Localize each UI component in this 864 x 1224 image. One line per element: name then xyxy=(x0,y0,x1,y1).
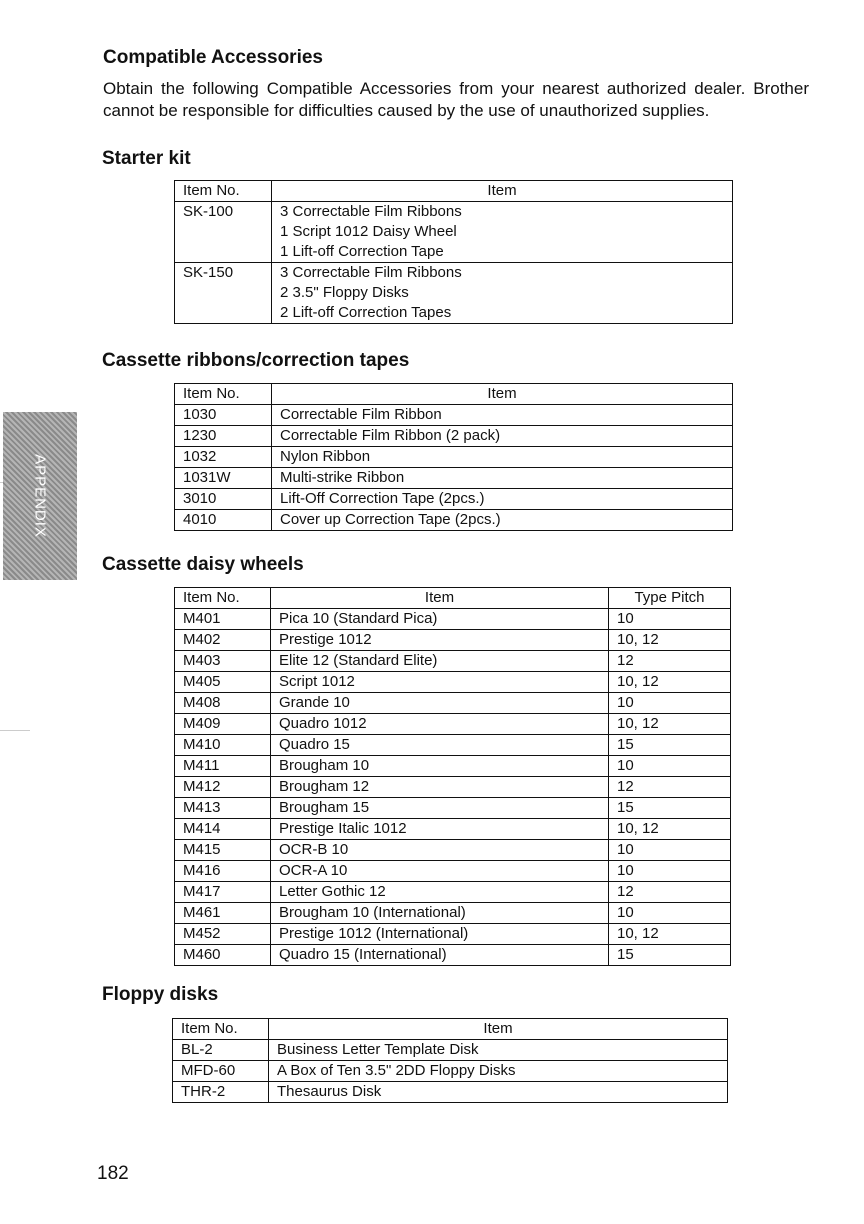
item-no-cell: M409 xyxy=(175,714,271,735)
item-cell: Prestige 1012 xyxy=(271,630,609,651)
item-no-cell: SK-150 xyxy=(175,263,272,324)
item-line: 2 3.5" Floppy Disks xyxy=(280,284,409,301)
item-line: 1 Script 1012 Daisy Wheel xyxy=(280,223,457,240)
type-pitch-cell: 12 xyxy=(609,882,731,903)
type-pitch-cell: 10 xyxy=(609,903,731,924)
item-cell: Prestige Italic 1012 xyxy=(271,819,609,840)
item-no-cell: 1032 xyxy=(175,447,272,468)
table-row xyxy=(175,510,733,531)
item-no-cell: 3010 xyxy=(175,489,272,510)
table-row xyxy=(175,202,733,263)
item-no-cell: M412 xyxy=(175,777,271,798)
table-row xyxy=(175,945,731,966)
item-no-cell: THR-2 xyxy=(173,1082,269,1103)
column-header: Item No. xyxy=(175,384,272,405)
type-pitch-cell: 15 xyxy=(609,945,731,966)
table-row xyxy=(175,405,733,426)
item-no-cell: M408 xyxy=(175,693,271,714)
item-no-cell: M405 xyxy=(175,672,271,693)
table-row xyxy=(175,426,733,447)
margin-rule xyxy=(0,730,30,731)
column-header: Type Pitch xyxy=(609,588,731,609)
table-header-row xyxy=(175,588,731,609)
table-row xyxy=(175,861,731,882)
type-pitch-cell: 10 xyxy=(609,861,731,882)
item-no-cell: M452 xyxy=(175,924,271,945)
column-header: Item xyxy=(272,384,733,405)
item-no-cell: SK-100 xyxy=(175,202,272,263)
item-no-cell: M417 xyxy=(175,882,271,903)
column-header: Item No. xyxy=(173,1019,269,1040)
cassette-ribbons-title: Cassette ribbons/correction tapes xyxy=(102,350,410,371)
table-row xyxy=(175,819,731,840)
table-row xyxy=(175,882,731,903)
side-tab-label: APPENDIX xyxy=(31,454,49,538)
item-no-cell: M414 xyxy=(175,819,271,840)
item-cell: Script 1012 xyxy=(271,672,609,693)
item-cell: Pica 10 (Standard Pica) xyxy=(271,609,609,630)
floppy-disks-table xyxy=(172,1018,728,1103)
item-cell: Quadro 15 (International) xyxy=(271,945,609,966)
table-row xyxy=(175,609,731,630)
item-cell: Brougham 10 xyxy=(271,756,609,777)
daisy-wheels-table xyxy=(174,587,731,966)
type-pitch-cell: 10, 12 xyxy=(609,672,731,693)
item-no-cell: MFD-60 xyxy=(173,1061,269,1082)
type-pitch-cell: 10, 12 xyxy=(609,714,731,735)
type-pitch-cell: 10, 12 xyxy=(609,630,731,651)
page-number: 182 xyxy=(97,1163,129,1184)
type-pitch-cell: 10, 12 xyxy=(609,924,731,945)
starter-kit-table xyxy=(174,180,733,324)
item-no-cell: BL-2 xyxy=(173,1040,269,1061)
table-row xyxy=(175,903,731,924)
table-row xyxy=(175,777,731,798)
page-heading: Compatible Accessories xyxy=(103,47,323,68)
table-header-row xyxy=(175,384,733,405)
type-pitch-cell: 15 xyxy=(609,735,731,756)
item-cell: Letter Gothic 12 xyxy=(271,882,609,903)
floppy-disks-title: Floppy disks xyxy=(102,984,219,1005)
item-cell: Correctable Film Ribbon (2 pack) xyxy=(272,426,733,447)
item-cell: Nylon Ribbon xyxy=(272,447,733,468)
table-row xyxy=(175,735,731,756)
table-row xyxy=(175,651,731,672)
item-cell: OCR-B 10 xyxy=(271,840,609,861)
item-no-cell: M411 xyxy=(175,756,271,777)
item-no-cell: 1030 xyxy=(175,405,272,426)
item-cell: Correctable Film Ribbon xyxy=(272,405,733,426)
table-row xyxy=(175,693,731,714)
item-cell xyxy=(272,263,733,324)
type-pitch-cell: 10, 12 xyxy=(609,819,731,840)
column-header: Item No. xyxy=(175,588,271,609)
column-header: Item xyxy=(272,181,733,202)
item-cell: Grande 10 xyxy=(271,693,609,714)
item-no-cell: M410 xyxy=(175,735,271,756)
item-cell: Cover up Correction Tape (2pcs.) xyxy=(272,510,733,531)
item-line: 3 Correctable Film Ribbons xyxy=(280,264,462,281)
item-cell: Quadro 15 xyxy=(271,735,609,756)
table-header-row xyxy=(173,1019,728,1040)
table-row xyxy=(175,672,731,693)
item-cell: Multi-strike Ribbon xyxy=(272,468,733,489)
item-cell: Lift-Off Correction Tape (2pcs.) xyxy=(272,489,733,510)
table-row xyxy=(175,447,733,468)
table-row xyxy=(175,798,731,819)
table-row xyxy=(175,468,733,489)
item-line: 1 Lift-off Correction Tape xyxy=(280,243,444,260)
table-header-row xyxy=(175,181,733,202)
item-cell: Brougham 12 xyxy=(271,777,609,798)
type-pitch-cell: 10 xyxy=(609,609,731,630)
type-pitch-cell: 10 xyxy=(609,840,731,861)
table-row xyxy=(173,1082,728,1103)
table-row xyxy=(173,1061,728,1082)
item-cell: Brougham 15 xyxy=(271,798,609,819)
item-no-cell: M401 xyxy=(175,609,271,630)
item-cell: OCR-A 10 xyxy=(271,861,609,882)
item-no-cell: M402 xyxy=(175,630,271,651)
appendix-side-tab xyxy=(3,412,77,580)
type-pitch-cell: 15 xyxy=(609,798,731,819)
item-no-cell: M403 xyxy=(175,651,271,672)
item-no-cell: M416 xyxy=(175,861,271,882)
table-row xyxy=(175,840,731,861)
item-no-cell: M413 xyxy=(175,798,271,819)
item-cell: Quadro 1012 xyxy=(271,714,609,735)
item-cell: Thesaurus Disk xyxy=(269,1082,728,1103)
daisy-wheels-title: Cassette daisy wheels xyxy=(102,554,304,575)
table-row xyxy=(175,489,733,510)
type-pitch-cell: 10 xyxy=(609,693,731,714)
table-row xyxy=(175,756,731,777)
type-pitch-cell: 12 xyxy=(609,777,731,798)
type-pitch-cell: 10 xyxy=(609,756,731,777)
intro-paragraph: Obtain the following Compatible Accessories from your nearest authorized dealer. Brother cannot be responsible for difficulties caused by the use of unauthorized supplies. xyxy=(103,79,809,120)
item-cell: Business Letter Template Disk xyxy=(269,1040,728,1061)
item-cell: Elite 12 (Standard Elite) xyxy=(271,651,609,672)
table-row xyxy=(175,924,731,945)
starter-kit-title: Starter kit xyxy=(102,148,191,169)
column-header: Item xyxy=(269,1019,728,1040)
item-no-cell: 4010 xyxy=(175,510,272,531)
table-row xyxy=(175,630,731,651)
table-row xyxy=(173,1040,728,1061)
column-header: Item No. xyxy=(175,181,272,202)
item-cell: Prestige 1012 (International) xyxy=(271,924,609,945)
cassette-ribbons-table xyxy=(174,383,733,531)
item-cell: A Box of Ten 3.5" 2DD Floppy Disks xyxy=(269,1061,728,1082)
table-row xyxy=(175,714,731,735)
item-cell: Brougham 10 (International) xyxy=(271,903,609,924)
item-no-cell: 1230 xyxy=(175,426,272,447)
item-line: 3 Correctable Film Ribbons xyxy=(280,203,462,220)
column-header: Item xyxy=(271,588,609,609)
item-no-cell: 1031W xyxy=(175,468,272,489)
item-cell xyxy=(272,202,733,263)
table-row xyxy=(175,263,733,324)
item-no-cell: M415 xyxy=(175,840,271,861)
item-no-cell: M460 xyxy=(175,945,271,966)
item-line: 2 Lift-off Correction Tapes xyxy=(280,304,452,321)
item-no-cell: M461 xyxy=(175,903,271,924)
type-pitch-cell: 12 xyxy=(609,651,731,672)
